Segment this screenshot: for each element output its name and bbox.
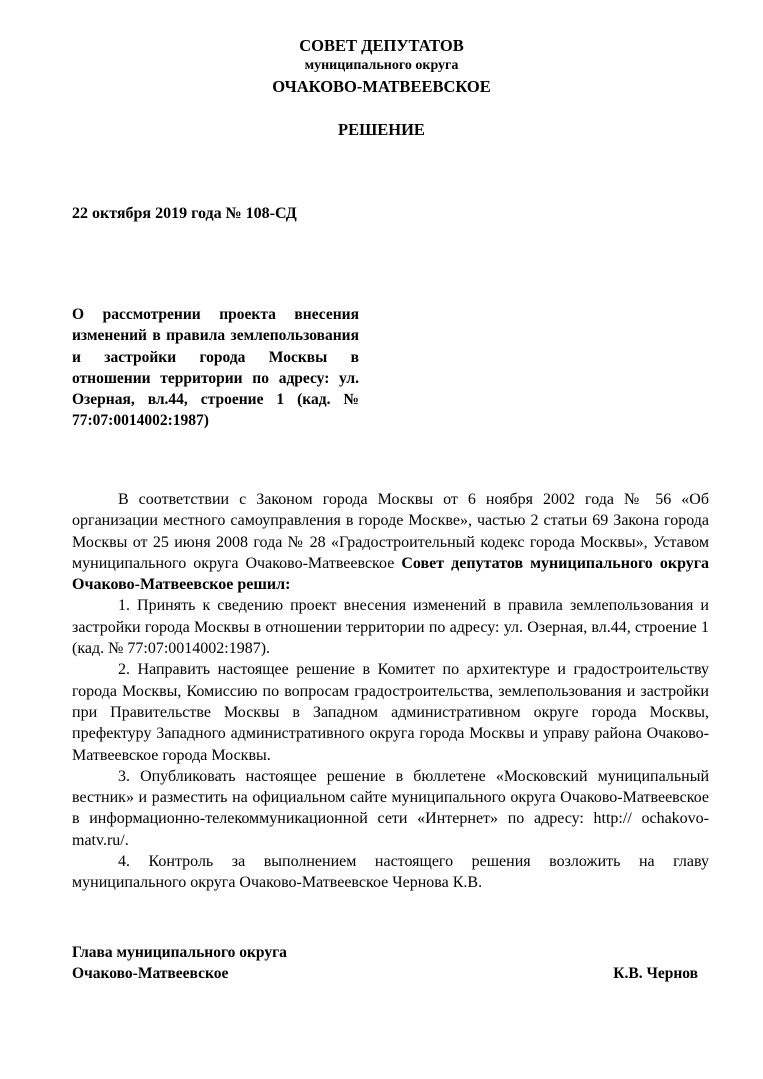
signatory-title-line1: Глава муниципального округа [72, 944, 287, 961]
preamble-paragraph [72, 489, 709, 595]
decision-item-1: 1. Принять к сведению проект внесения изменений в правила землепользования и застройки города Москвы в отношении территории по адресу: ул. Озерная, вл.44, строение 1 (кад. № 77:07:0014002:1987). [72, 597, 709, 658]
signatory-name: К.В. Чернов [613, 965, 698, 983]
decision-item-3: 3. Опубликовать настоящее решение в бюллетене «Московский муниципальный вестник» и разместить на официальном сайте муниципального округа Очаково-Матвеевское в информационно-телекоммуникационной сети «Интернет» по адресу: http:// ochakovo-matv.ru/. [72, 767, 709, 849]
decision-item-2: 2. Направить настоящее решение в Комитет по архитектуре и градостроительству города Москвы, Комиссию по вопросам градостроительства, землепользования и застройки при Правительстве Москвы в Западном административном округе города Москвы, префектуру Западного административного округа города Москвы и управу района Очаково-Матвеевское города Москвы. [72, 661, 709, 764]
decision-item-4: 4. Контроль за выполнением настоящего решения возложить на главу муниципального округа Очаково-Матвеевское Чернова К.В. [72, 853, 709, 892]
date-number: 22 октября 2019 года № 108-СД [72, 205, 297, 222]
decision-subject: О рассмотрении проекта внесения изменений в правила землепользования и застройки города Москвы в отношении территории по адресу: ул. Озерная, вл.44, строение 1 (кад. № 77:07:0014002:1987) [72, 306, 359, 430]
council-title: СОВЕТ ДЕПУТАТОВ [299, 36, 464, 55]
decision-body [72, 489, 709, 894]
document-type: РЕШЕНИЕ [338, 120, 425, 139]
council-subtitle: муниципального округа [304, 58, 459, 73]
preamble-text: В соответствии с Законом города Москвы от 6 ноября 2002 года № 56 «Об организации местного самоуправления в городе Москве», частью 2 статьи 69 Закона города Москвы от 25 июня 2008 года № 28 «Градостроительный кодекс города Москвы», Уставом муниципального округа Очаково-Матвеевское [72, 491, 709, 572]
preamble-resolution: Совет депутатов муниципального округа Очаково-Матвеевское решил: [72, 554, 710, 594]
signature-block [72, 942, 698, 985]
district-name: ОЧАКОВО-МАТВЕЕВСКОЕ [272, 77, 491, 96]
signatory-title-line2: Очаково-Матвеевское [72, 965, 229, 983]
